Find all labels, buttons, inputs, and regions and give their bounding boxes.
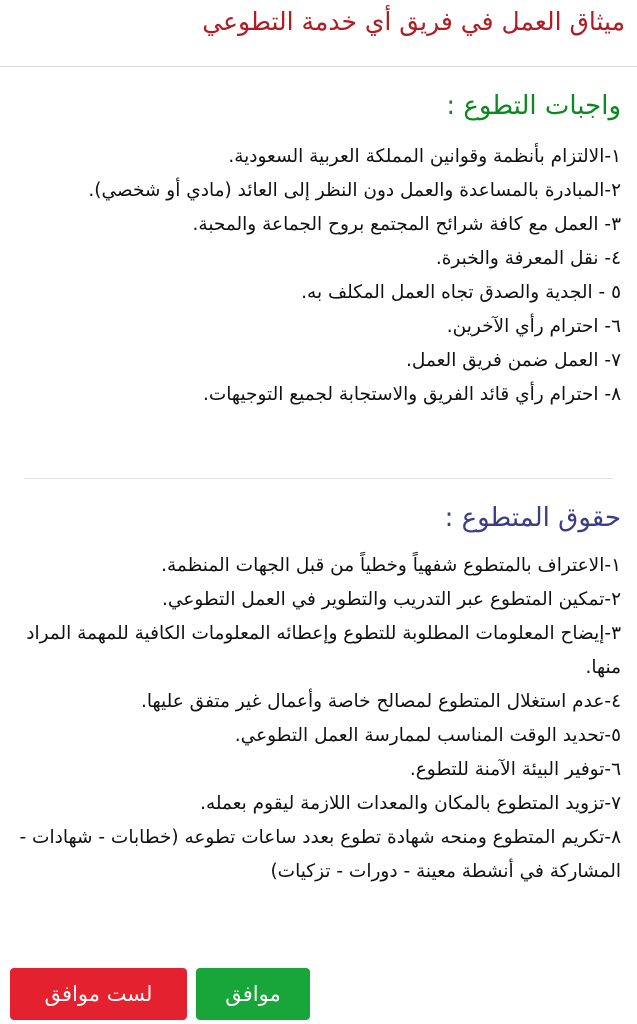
page-title: ميثاق العمل في فريق أي خدمة التطوعي <box>202 7 625 36</box>
list-item: ٧-تزويد المتطوع بالمكان والمعدات اللازمة ليقوم بعمله. <box>200 793 621 814</box>
list-item: ٤- نقل المعرفة والخبرة. <box>435 248 621 269</box>
list-item: ٥ - الجدية والصدق تجاه العمل المكلف به. <box>301 282 621 303</box>
rights-list <box>14 549 621 889</box>
list-item: ٨- احترام رأي قائد الفريق والاستجابة لجميع التوجيهات. <box>202 384 621 405</box>
duties-heading: واجبات التطوع : <box>446 91 621 121</box>
header-divider <box>0 66 637 67</box>
list-item: ٣- العمل مع كافة شرائح المجتمع بروح الجماعة والمحبة. <box>192 214 621 235</box>
agree-button[interactable]: موافق <box>196 968 310 1020</box>
list-item: ٢-المبادرة بالمساعدة والعمل دون النظر إلى العائد (مادي أو شخصي). <box>88 180 621 201</box>
list-item: ١-الاعتراف بالمتطوع شفهياً وخطياً من قبل الجهات المنظمة. <box>161 555 621 576</box>
list-item: ٣-إيضاح المعلومات المطلوبة للتطوع وإعطائه المعلومات الكافية للمهمة المراد منها. <box>26 623 621 678</box>
list-item: ٢-تمكين المتطوع عبر التدريب والتطوير في العمل التطوعي. <box>162 589 621 610</box>
list-item: ٤-عدم استغلال المتطوع لمصالح خاصة وأعمال غير متفق عليها. <box>140 691 621 712</box>
duties-list <box>14 140 621 412</box>
action-bar <box>0 958 637 1024</box>
list-item: ١-الالتزام بأنظمة وقوانين المملكة العربية السعودية. <box>228 146 621 167</box>
list-item: ٥-تحديد الوقت المناسب لممارسة العمل التطوعي. <box>234 725 621 746</box>
rights-heading: حقوق المتطوع : <box>444 503 621 533</box>
disagree-button[interactable]: لست موافق <box>10 968 187 1020</box>
list-item: ٨-تكريم المتطوع ومنحه شهادة تطوع بعدد ساعات تطوعه (خطابات - شهادات - المشاركة في أنشطة معينة - دورات - تزكيات) <box>19 827 621 882</box>
list-item: ٦-توفير البيئة الآمنة للتطوع. <box>409 759 621 780</box>
section-divider <box>24 478 613 479</box>
list-item: ٦- احترام رأي الآخرين. <box>446 316 621 337</box>
list-item: ٧- العمل ضمن فريق العمل. <box>406 350 621 371</box>
